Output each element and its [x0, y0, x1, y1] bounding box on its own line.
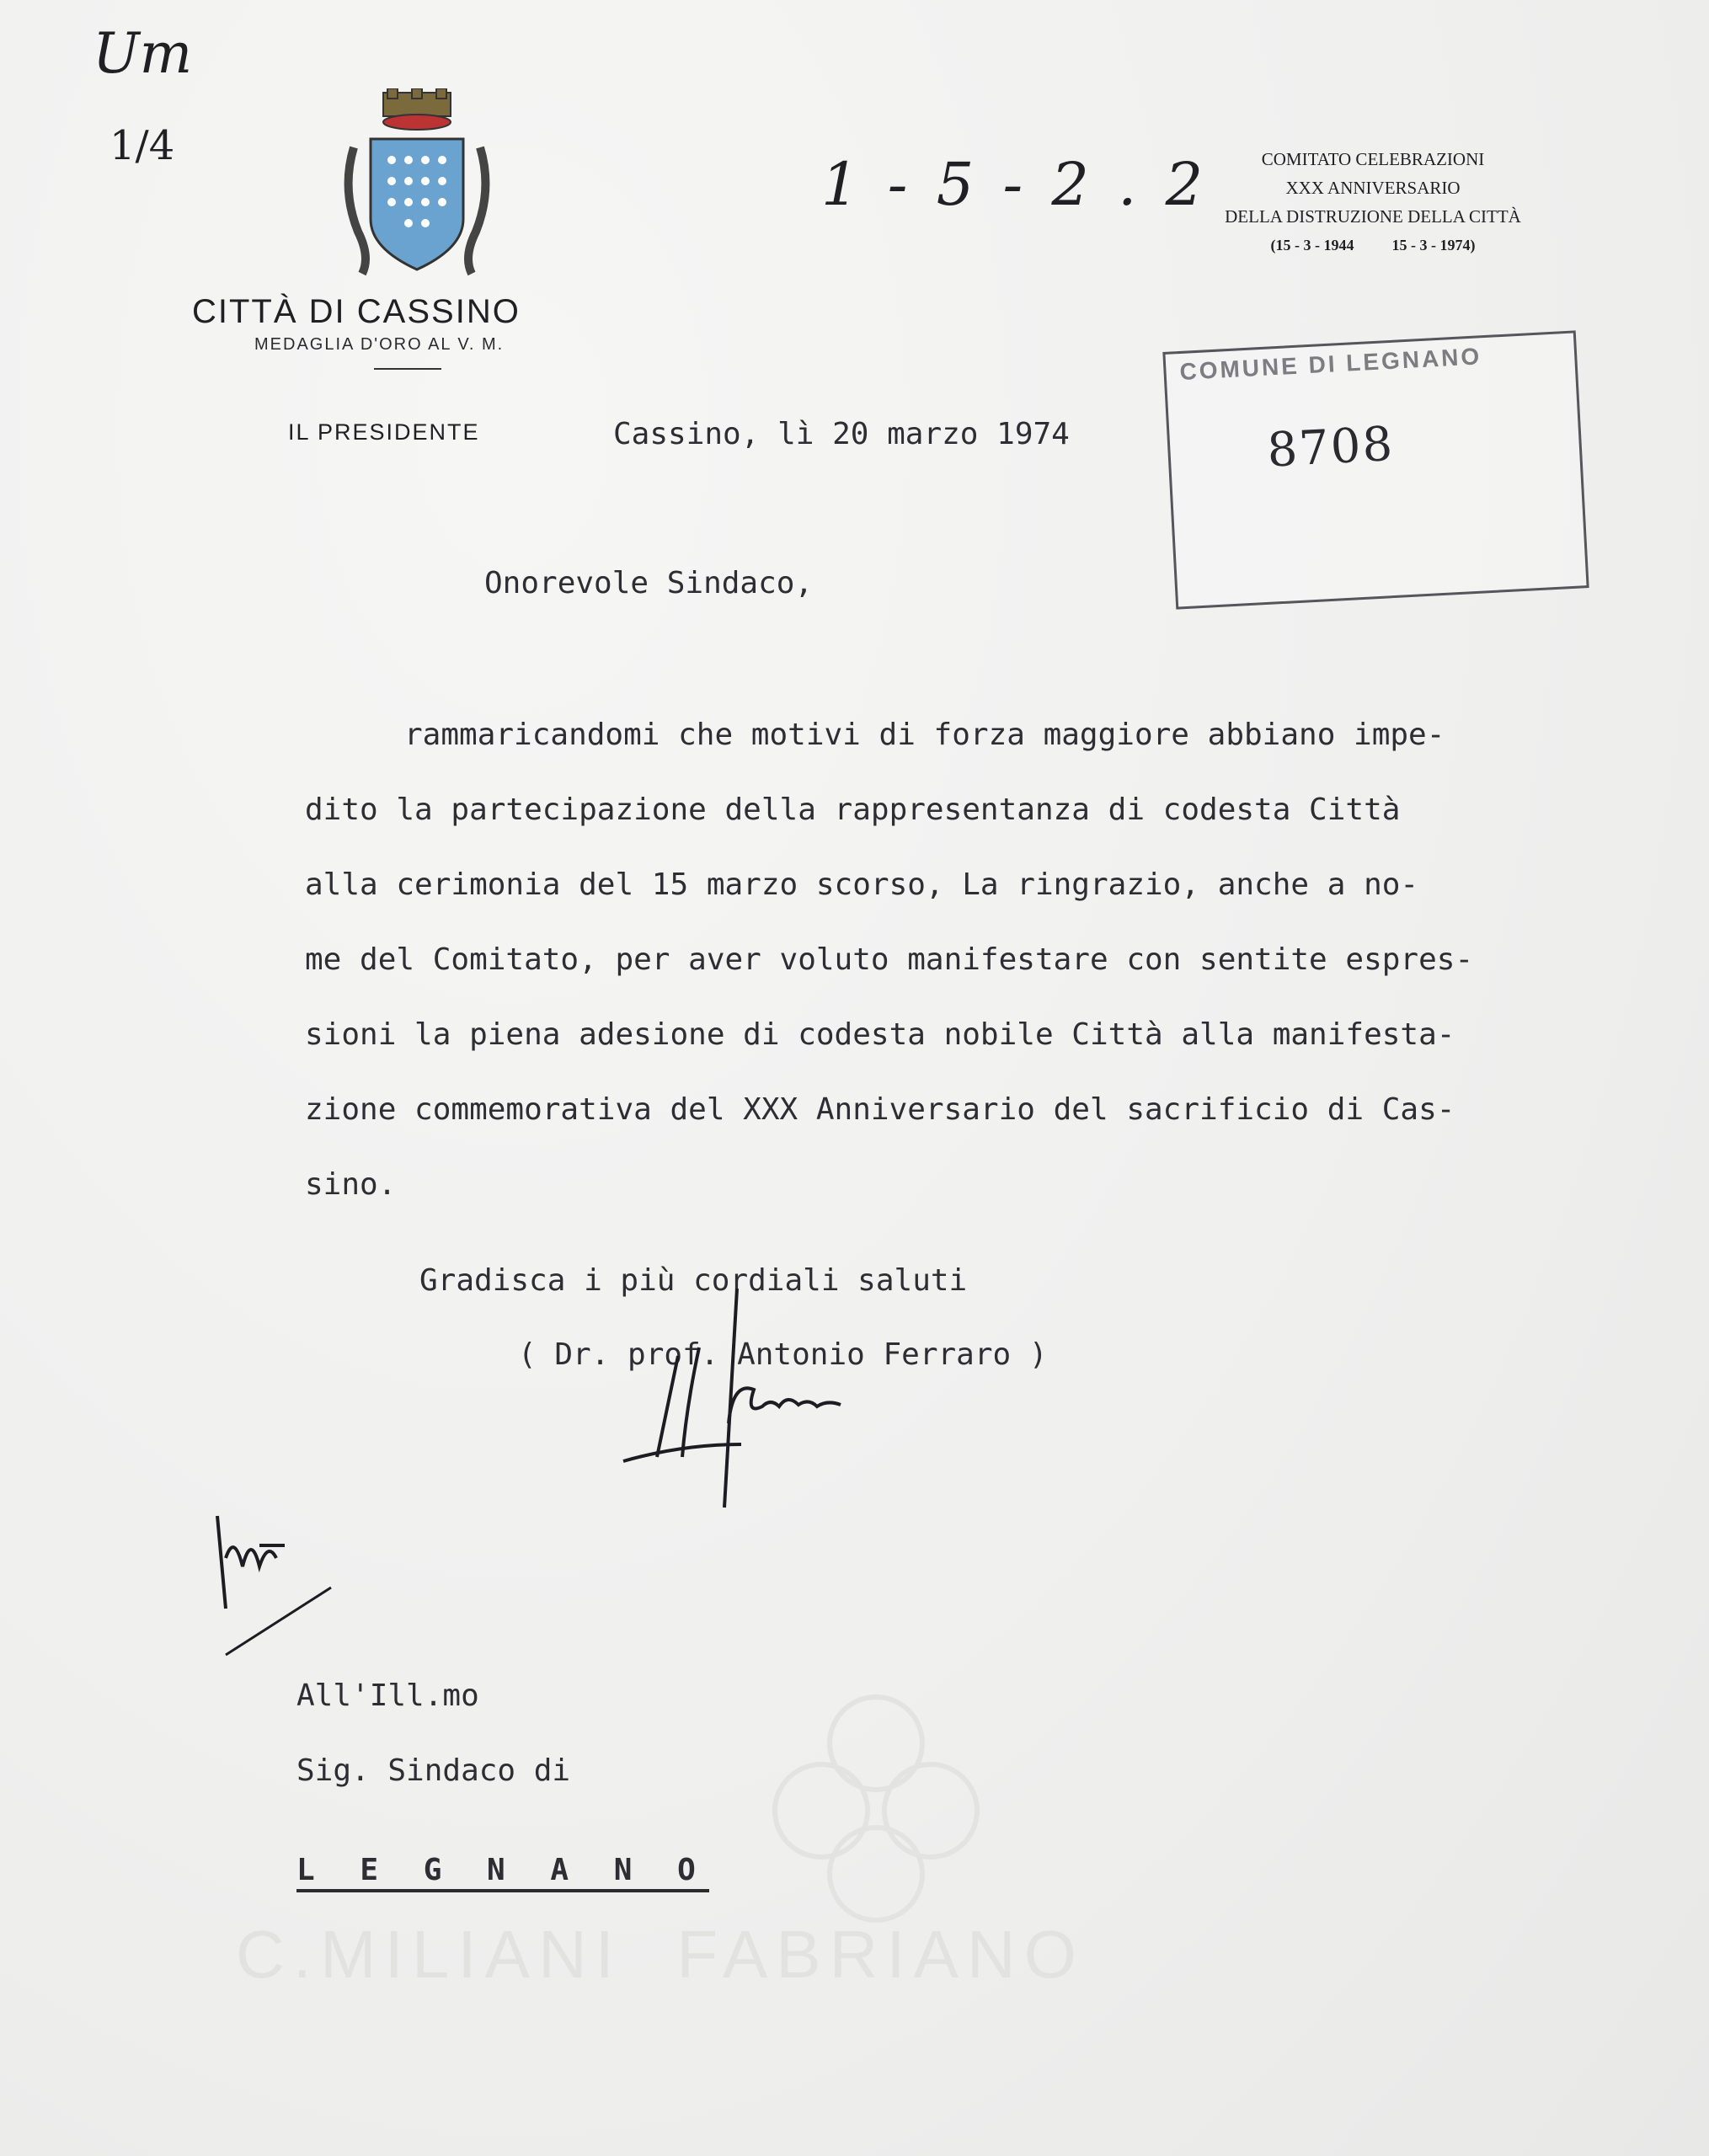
handwritten-signature: [606, 1280, 859, 1533]
body-line: alla cerimonia del 15 marzo scorso, La ringrazio, anche a no-: [305, 867, 1419, 902]
letterhead-city-name: CITTÀ DI CASSINO: [192, 293, 521, 330]
body-line: sioni la piena adesione di codesta nobile Città alla manifesta-: [305, 1017, 1455, 1052]
committee-line-3: DELLA DISTRUZIONE DELLA CITTÀ: [1225, 206, 1521, 227]
committee-dates: (15 - 3 - 1944 15 - 3 - 1974): [1270, 237, 1476, 253]
address-line-2: Sig. Sindaco di: [296, 1753, 571, 1788]
body-line: zione commemorativa del XXX Anniversario del sacrificio di Cas-: [305, 1092, 1455, 1127]
letter-date: Cassino, lì 20 marzo 1974: [613, 417, 1070, 451]
letterhead-divider: [374, 368, 441, 370]
letterhead-medal: MEDAGLIA D'ORO AL V. M.: [254, 335, 505, 354]
body-line: dito la partecipazione della rappresentanza di codesta Città: [305, 792, 1401, 827]
protocol-stamp: [1162, 330, 1589, 609]
letter-salutation: Onorevole Sindaco,: [484, 566, 814, 600]
handwritten-fraction: 1/4: [109, 122, 175, 169]
stamp-number: 8708: [1265, 416, 1396, 478]
handwritten-margin-initials: [209, 1508, 344, 1659]
committee-header: [1196, 145, 1550, 259]
committee-line-1: COMITATO CELEBRAZIONI: [1261, 149, 1485, 169]
letter-signatory: ( Dr. prof. Antonio Ferraro ): [518, 1337, 1048, 1372]
address-city: L E G N A N O: [296, 1853, 709, 1892]
address-line-1: All'Ill.mo: [296, 1678, 479, 1713]
coat-of-arms-icon: [337, 88, 497, 282]
letterhead-office: IL PRESIDENTE: [288, 419, 480, 445]
body-line: rammaricandomi che motivi di forza maggiore abbiano impe-: [404, 718, 1445, 752]
stamp-header: COMUNE DI LEGNANO: [1178, 343, 1482, 386]
letter-closing: Gradisca i più cordiali saluti: [419, 1263, 968, 1298]
handwritten-initials-top: Um: [93, 21, 193, 86]
committee-line-2: XXX ANNIVERSARIO: [1285, 178, 1461, 198]
body-line: me del Comitato, per aver voluto manifestare con sentite espres-: [305, 942, 1474, 977]
watermark-flower-icon: [750, 1684, 1002, 1929]
body-line: sino.: [305, 1167, 397, 1202]
handwritten-protocol-number: 1 - 5 - 2 . 2: [821, 150, 1209, 219]
paper-watermark: C.MILIANI FABRIANO: [236, 1917, 1085, 1992]
